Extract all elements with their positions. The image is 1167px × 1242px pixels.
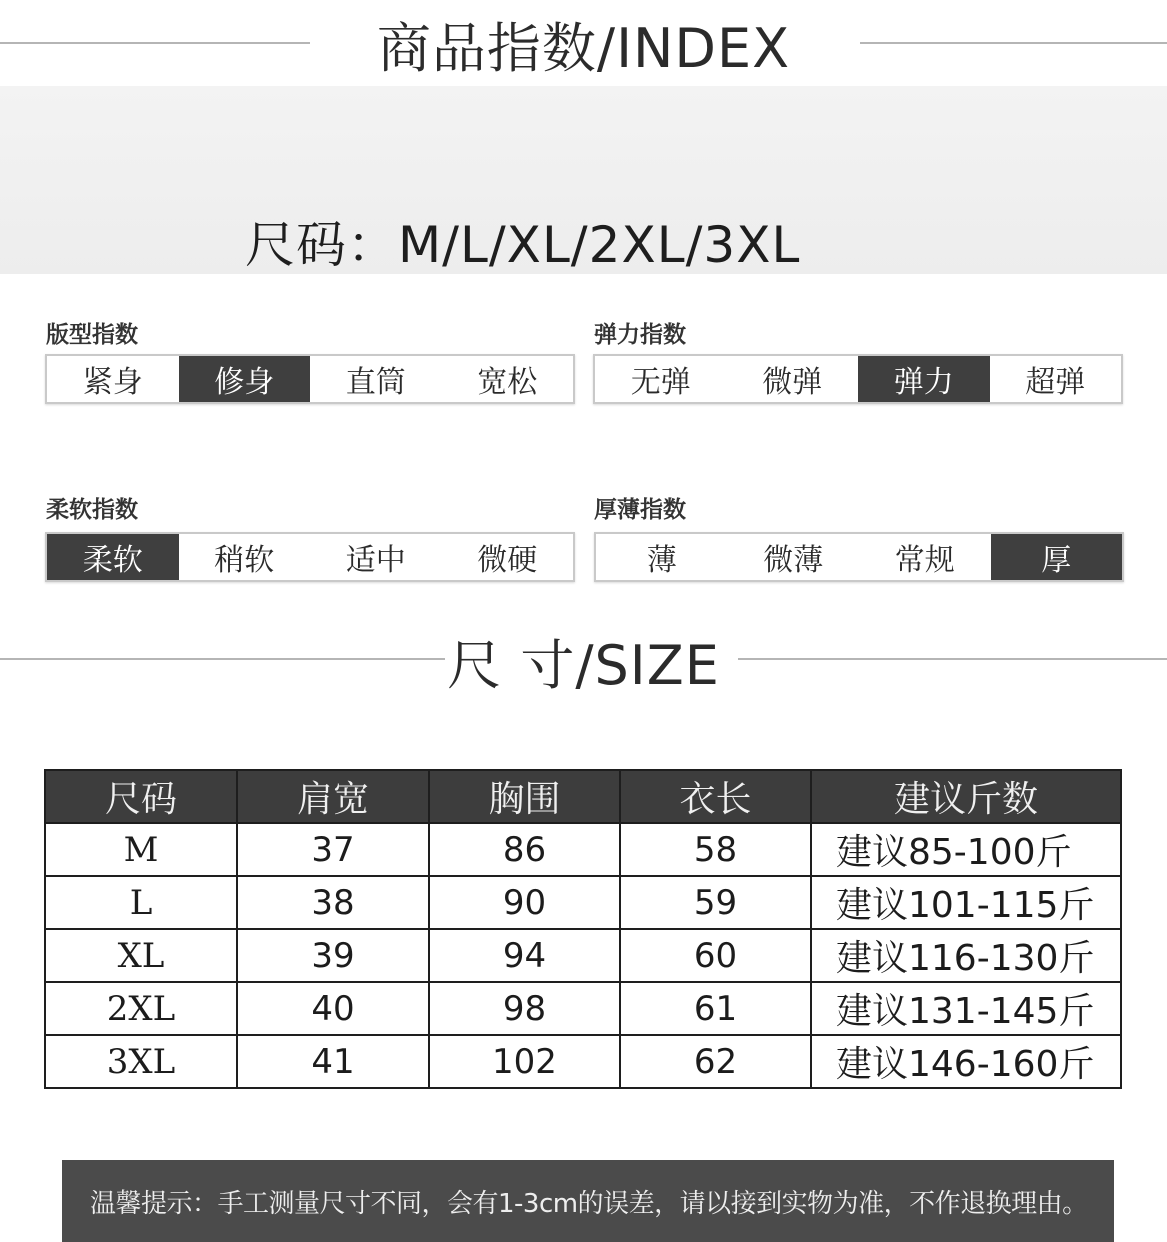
thickness-option: 薄 bbox=[646, 543, 677, 578]
thickness-option: 厚 bbox=[991, 534, 1123, 580]
elasticity-option: 超弹 bbox=[1025, 365, 1086, 400]
table-cell: 90 bbox=[429, 876, 620, 929]
elasticity-option: 无弹 bbox=[630, 365, 691, 400]
softness-option: 柔软 bbox=[47, 534, 179, 580]
table-row bbox=[45, 823, 1121, 876]
table-row bbox=[45, 929, 1121, 982]
softness-option: 微硬 bbox=[477, 543, 538, 578]
table-cell: 102 bbox=[429, 1035, 620, 1088]
fit-option: 宽松 bbox=[477, 365, 538, 400]
table-cell: 94 bbox=[429, 929, 620, 982]
table-cell: 38 bbox=[237, 876, 429, 929]
table-cell: 86 bbox=[429, 823, 620, 876]
table-cell: 61 bbox=[620, 982, 811, 1035]
measurement-tip-text: 温馨提示：手工测量尺寸不同，会有1-3cm的误差，请以接到实物为准，不作退换理由。 bbox=[90, 1188, 1088, 1219]
table-cell: 41 bbox=[237, 1035, 429, 1088]
thickness-index-scale bbox=[594, 532, 1124, 582]
fit-option: 修身 bbox=[179, 356, 311, 402]
softness-option: 稍软 bbox=[214, 543, 275, 578]
table-cell: 98 bbox=[429, 982, 620, 1035]
column-header: 尺码 bbox=[45, 770, 237, 823]
softness-index-scale bbox=[45, 532, 575, 582]
elasticity-option: 微弹 bbox=[762, 365, 823, 400]
measurement-tip-banner bbox=[62, 1160, 1114, 1242]
fit-index-label: 版型指数 bbox=[46, 322, 138, 348]
table-header-row bbox=[45, 770, 1121, 823]
table-cell: 建议131-145斤 bbox=[811, 982, 1121, 1035]
table-cell: 建议146-160斤 bbox=[811, 1035, 1121, 1088]
fit-option: 直筒 bbox=[345, 365, 406, 400]
softness-option: 适中 bbox=[345, 543, 406, 578]
fit-index-scale bbox=[45, 354, 575, 404]
table-cell: 58 bbox=[620, 823, 811, 876]
table-cell: M bbox=[45, 823, 237, 876]
softness-index-label: 柔软指数 bbox=[46, 497, 138, 523]
table-cell: L bbox=[45, 876, 237, 929]
table-cell: 37 bbox=[237, 823, 429, 876]
table-cell: 建议116-130斤 bbox=[811, 929, 1121, 982]
table-row bbox=[45, 1035, 1121, 1088]
elasticity-index-scale bbox=[593, 354, 1123, 404]
table-cell: 62 bbox=[620, 1035, 811, 1088]
column-header: 衣长 bbox=[620, 770, 811, 823]
column-header: 胸围 bbox=[429, 770, 620, 823]
size-title: 尺 寸/SIZE bbox=[447, 634, 720, 697]
table-cell: 建议101-115斤 bbox=[811, 876, 1121, 929]
table-row bbox=[45, 876, 1121, 929]
size-section-header bbox=[0, 618, 1167, 698]
table-cell: 3XL bbox=[45, 1035, 237, 1088]
column-header: 肩宽 bbox=[237, 770, 429, 823]
fit-option: 紧身 bbox=[82, 365, 143, 400]
table-row bbox=[45, 982, 1121, 1035]
index-section-header bbox=[0, 0, 1167, 80]
table-cell: 2XL bbox=[45, 982, 237, 1035]
table-cell: 40 bbox=[237, 982, 429, 1035]
thickness-option: 微薄 bbox=[763, 543, 824, 578]
table-cell: 60 bbox=[620, 929, 811, 982]
table-cell: 59 bbox=[620, 876, 811, 929]
thickness-index-label: 厚薄指数 bbox=[594, 497, 686, 523]
index-title: 商品指数/INDEX bbox=[376, 17, 791, 80]
table-cell: 建议85-100斤 bbox=[811, 823, 1121, 876]
size-chart-table bbox=[44, 769, 1122, 1089]
available-sizes: 尺码：M/L/XL/2XL/3XL bbox=[245, 216, 801, 274]
elasticity-index-label: 弹力指数 bbox=[594, 322, 686, 348]
elasticity-option: 弹力 bbox=[858, 356, 990, 402]
column-header: 建议斤数 bbox=[811, 770, 1121, 823]
table-cell: 39 bbox=[237, 929, 429, 982]
thickness-option: 常规 bbox=[894, 543, 955, 578]
table-cell: XL bbox=[45, 929, 237, 982]
